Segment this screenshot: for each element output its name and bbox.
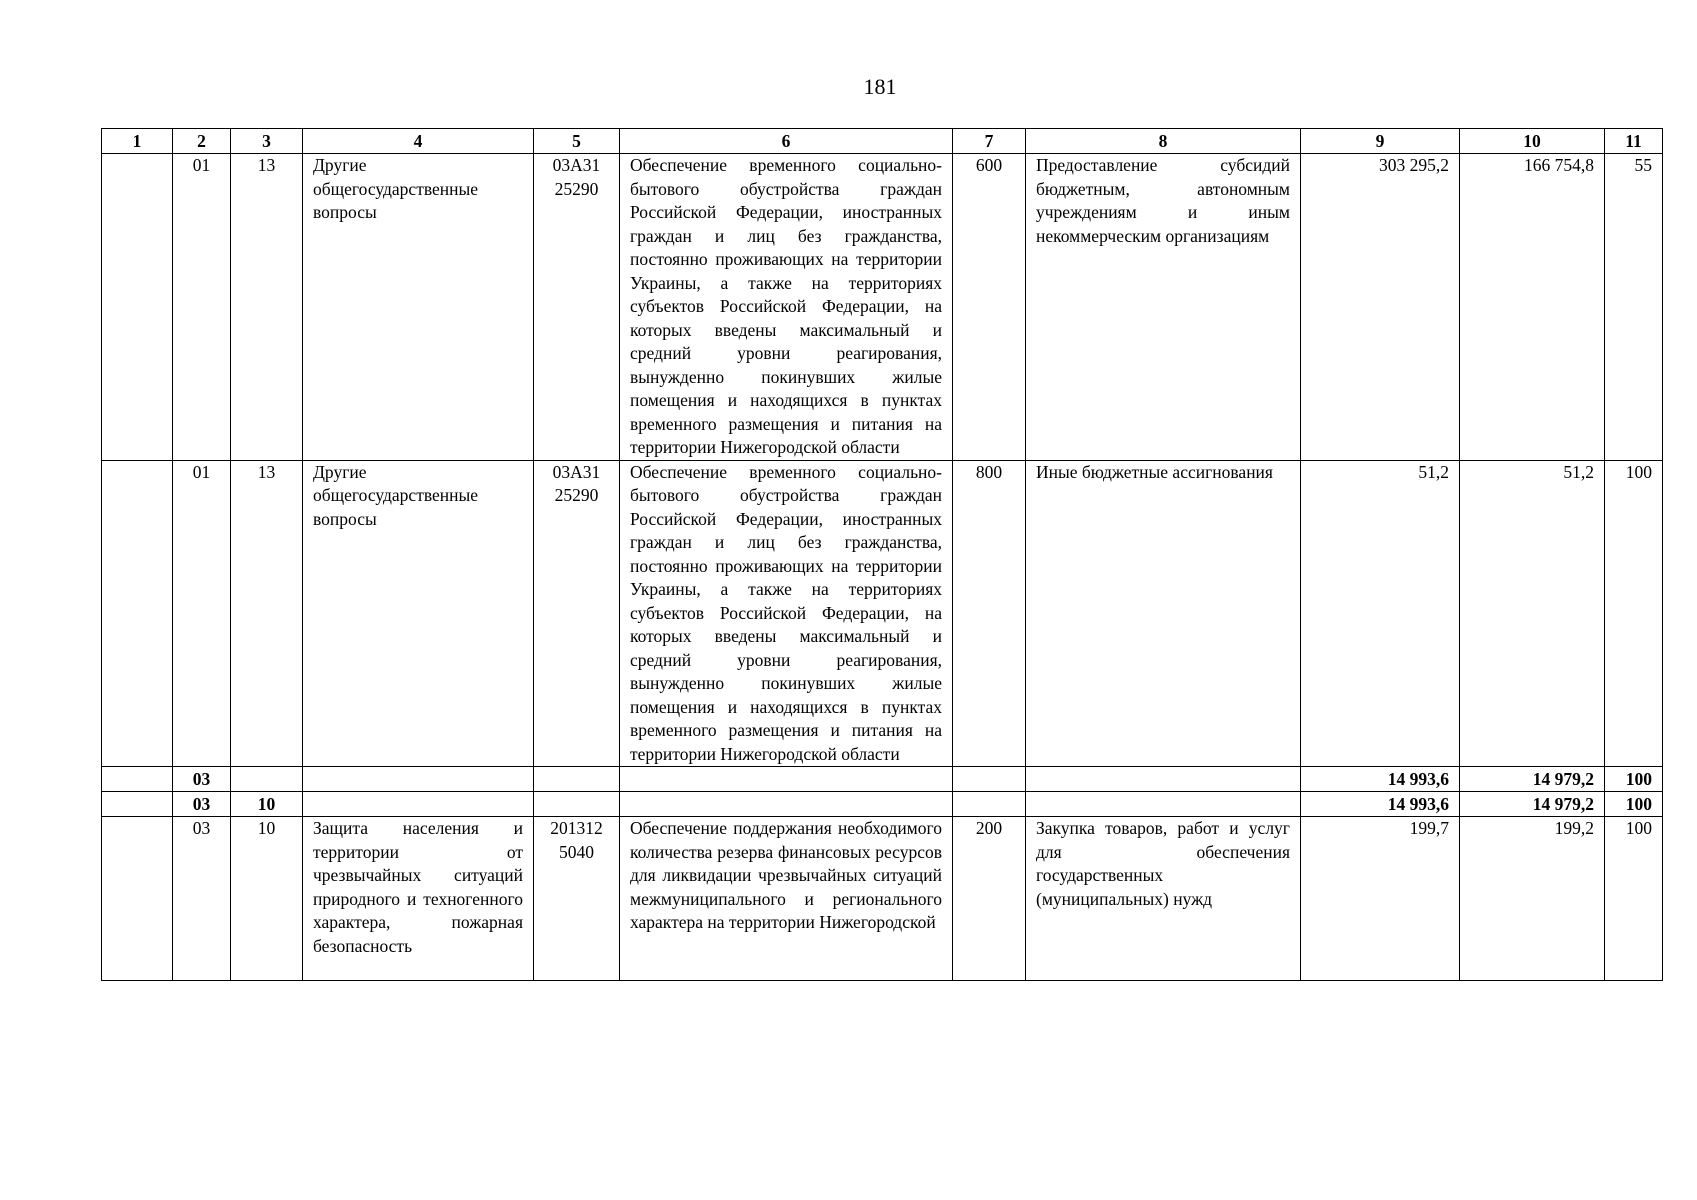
cell-empty [534, 792, 620, 817]
cell-actual-amount: 199,2 [1460, 817, 1605, 981]
cell-actual-amount: 14 979,2 [1460, 792, 1605, 817]
cell-expense-type-name: Предоставление субсидий бюджетным, автономным учреждениям и иным некоммерческим организациям [1026, 154, 1301, 461]
column-header: 8 [1026, 129, 1301, 154]
column-header: 10 [1460, 129, 1605, 154]
cell-empty [102, 767, 173, 792]
cell-empty [1026, 792, 1301, 817]
cell-expense-type: 800 [953, 460, 1026, 767]
column-header: 1 [102, 129, 173, 154]
column-header: 5 [534, 129, 620, 154]
cell-percent: 100 [1605, 460, 1663, 767]
cell-expense-type: 600 [953, 154, 1026, 461]
cell-section: 03 [173, 767, 231, 792]
cell-empty [102, 817, 173, 981]
cell-empty [1026, 767, 1301, 792]
table-row [102, 817, 1663, 981]
cell-article-name: Обеспечение временного социально-бытового обустройства граждан Российской Федерации, иностранных граждан и лиц без гражданства, постоянно проживающих на территории Украины, а также на территориях субъектов Российской Федерации, на которых введены максимальный и средний уровни реагирования, вынужденно покинувших жилые помещения и находящихся в пунктах временного размещения и питания на территории Нижегородской области [620, 154, 953, 461]
budget-execution-table [101, 128, 1663, 981]
cell-empty [102, 154, 173, 461]
cell-section: 01 [173, 460, 231, 767]
cell-planned-amount: 14 993,6 [1301, 792, 1460, 817]
cell-text: Обеспечение поддержания необходимого количества резерва финансовых ресурсов для ликвидации чрезвычайных ситуаций межмуниципального и регионального характера на территории Нижегородской [630, 818, 942, 932]
cell-subsection-name [303, 817, 534, 981]
cell-empty [620, 767, 953, 792]
cell-empty [534, 767, 620, 792]
cell-empty [620, 792, 953, 817]
cell-empty [303, 767, 534, 792]
cell-planned-amount: 51,2 [1301, 460, 1460, 767]
column-header: 4 [303, 129, 534, 154]
header-row [102, 129, 1663, 154]
column-header: 7 [953, 129, 1026, 154]
cell-expense-type-name: Закупка товаров, работ и услуг для обеспечения государственных (муниципальных) нужд [1026, 817, 1301, 981]
column-header: 6 [620, 129, 953, 154]
cell-percent: 100 [1605, 767, 1663, 792]
cell-actual-amount: 166 754,8 [1460, 154, 1605, 461]
cell-text: Защита населения и территории от чрезвычайных ситуаций природного и техногенного характера, пожарная безопасность [313, 818, 523, 956]
cell-empty [102, 460, 173, 767]
cell-subsection-name: Другие общегосударственные вопросы [303, 154, 534, 461]
cell-target-article: 03А31 25290 [534, 460, 620, 767]
cell-target-article: 03А31 25290 [534, 154, 620, 461]
cell-empty [303, 792, 534, 817]
cell-expense-type-name: Иные бюджетные ассигнования [1026, 460, 1301, 767]
cell-planned-amount: 199,7 [1301, 817, 1460, 981]
cell-expense-type: 200 [953, 817, 1026, 981]
cell-planned-amount: 303 295,2 [1301, 154, 1460, 461]
cell-section: 01 [173, 154, 231, 461]
column-header: 2 [173, 129, 231, 154]
cell-article-name: Обеспечение временного социально-бытового обустройства граждан Российской Федерации, иностранных граждан и лиц без гражданства, постоянно проживающих на территории Украины, а также на территориях субъектов Российской Федерации, на которых введены максимальный и средний уровни реагирования, вынужденно покинувших жилые помещения и находящихся в пунктах временного размещения и питания на территории Нижегородской области [620, 460, 953, 767]
cell-empty [953, 792, 1026, 817]
page-number: 181 [863, 74, 897, 99]
cell-subsection: 10 [231, 792, 303, 817]
cell-subsection: 13 [231, 154, 303, 461]
column-header: 11 [1605, 129, 1663, 154]
cell-percent: 100 [1605, 792, 1663, 817]
cell-actual-amount: 14 979,2 [1460, 767, 1605, 792]
cell-percent: 100 [1605, 817, 1663, 981]
cell-empty [102, 792, 173, 817]
cell-article-name [620, 817, 953, 981]
cell-section: 03 [173, 817, 231, 981]
cell-percent: 55 [1605, 154, 1663, 461]
table-row [102, 154, 1663, 461]
cell-subsection [231, 767, 303, 792]
cell-empty [953, 767, 1026, 792]
cell-subsection: 10 [231, 817, 303, 981]
cell-actual-amount: 51,2 [1460, 460, 1605, 767]
cell-target-article: 201312 5040 [534, 817, 620, 981]
subsection-total-row [102, 792, 1663, 817]
cell-subsection-name: Другие общегосударственные вопросы [303, 460, 534, 767]
section-total-row [102, 767, 1663, 792]
cell-section: 03 [173, 792, 231, 817]
table-row [102, 460, 1663, 767]
column-header: 3 [231, 129, 303, 154]
cell-planned-amount: 14 993,6 [1301, 767, 1460, 792]
column-header: 9 [1301, 129, 1460, 154]
cell-subsection: 13 [231, 460, 303, 767]
